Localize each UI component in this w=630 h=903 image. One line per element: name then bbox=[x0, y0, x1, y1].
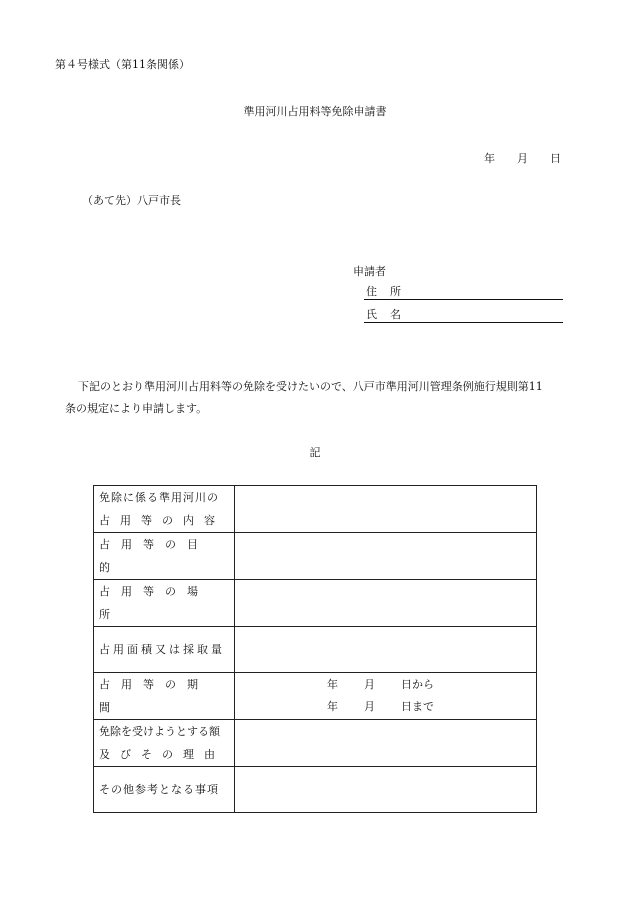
area-value-field[interactable] bbox=[235, 627, 537, 673]
date-day: 日 bbox=[550, 152, 561, 165]
period-to: 日まで bbox=[401, 700, 434, 713]
table-row bbox=[94, 486, 537, 533]
label-line: 及びその理由 bbox=[99, 748, 225, 761]
row-label-other bbox=[94, 767, 235, 813]
body-line-2: 条の規定により申請します。 bbox=[65, 402, 208, 415]
other-value-field[interactable] bbox=[235, 767, 537, 813]
date-month: 月 bbox=[517, 152, 528, 165]
row-label-period bbox=[94, 673, 235, 720]
table-row bbox=[94, 533, 537, 580]
table-row bbox=[94, 580, 537, 627]
row-label-area bbox=[94, 627, 235, 673]
period-month: 月 bbox=[364, 678, 375, 691]
row-label-purpose bbox=[94, 533, 235, 580]
exemption-value-field[interactable] bbox=[235, 720, 537, 767]
place-value-field[interactable] bbox=[235, 580, 537, 627]
address-field[interactable] bbox=[364, 283, 563, 300]
address-label: 住所 bbox=[366, 285, 414, 298]
purpose-value-field[interactable] bbox=[235, 533, 537, 580]
table-row bbox=[94, 673, 537, 720]
row-label-place bbox=[94, 580, 235, 627]
label-line: 免除を受けようとする額 bbox=[99, 725, 220, 738]
row-label-exemption bbox=[94, 720, 235, 767]
body-line-1: 下記のとおり準用河川占用料等の免除を受けたいので、八戸市準用河川管理条例施行規則第11 bbox=[78, 380, 543, 393]
label-text: 占用等の場所 bbox=[99, 585, 209, 621]
date-line bbox=[484, 150, 561, 166]
label-text: 占用等の目的 bbox=[99, 538, 209, 574]
document-title: 準用河川占用料等免除申請書 bbox=[243, 105, 387, 118]
body-text bbox=[65, 376, 585, 420]
date-year: 年 bbox=[484, 152, 495, 165]
ki-label: 記 bbox=[309, 446, 321, 459]
content-value-field[interactable] bbox=[235, 486, 537, 533]
period-from-line bbox=[327, 674, 536, 696]
applicant-label: 申請者 bbox=[353, 265, 386, 278]
period-from: 日から bbox=[401, 678, 434, 691]
period-month: 月 bbox=[364, 700, 375, 713]
table-row bbox=[94, 627, 537, 673]
label-line: 免除に係る準用河川の bbox=[99, 491, 219, 504]
name-label: 氏名 bbox=[366, 308, 414, 321]
form-number: 第４号様式（第11条関係） bbox=[55, 58, 190, 71]
label-text: その他参考となる事項 bbox=[99, 783, 219, 796]
label-line: 占用等の内容 bbox=[99, 514, 225, 527]
table-row bbox=[94, 767, 537, 813]
label-text: 占用面積又は採取量 bbox=[99, 643, 225, 656]
period-year: 年 bbox=[327, 700, 338, 713]
label-text: 占用等の期間 bbox=[99, 678, 209, 714]
row-label-content bbox=[94, 486, 235, 533]
recipient: （あて先）八戸市長 bbox=[82, 194, 181, 207]
table-row bbox=[94, 720, 537, 767]
period-to-line bbox=[327, 696, 536, 718]
details-table bbox=[93, 485, 537, 813]
name-field[interactable] bbox=[364, 306, 563, 323]
period-value-field[interactable] bbox=[235, 673, 537, 720]
period-year: 年 bbox=[327, 678, 338, 691]
